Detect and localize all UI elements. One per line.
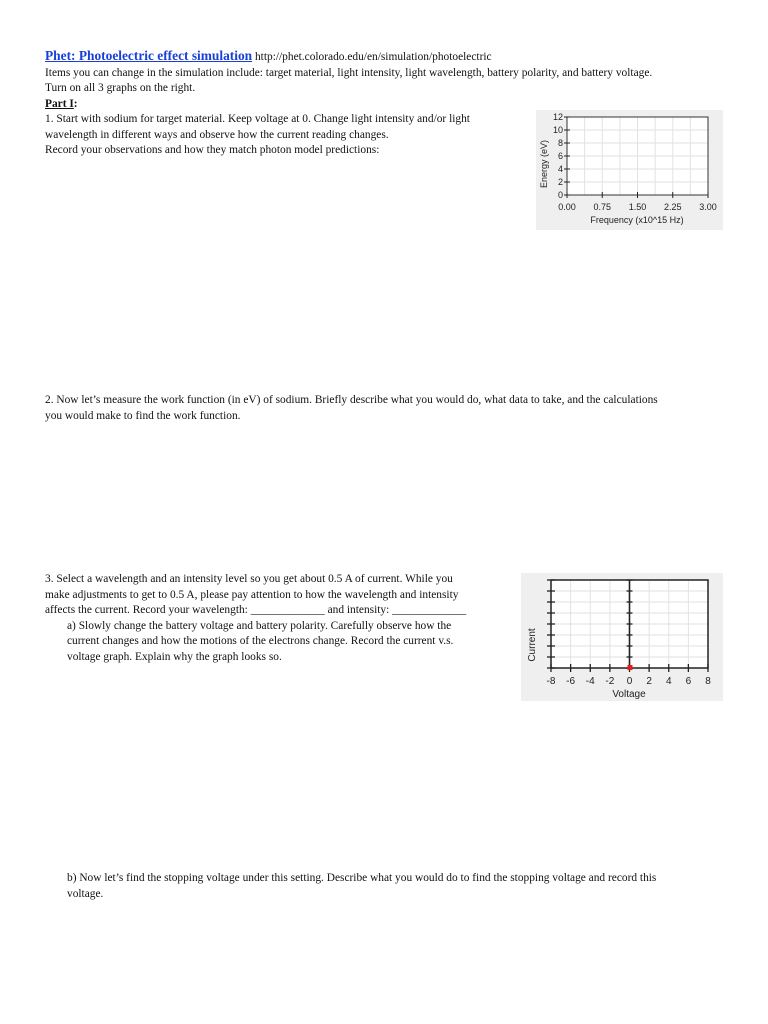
part1-heading-colon: : — [73, 97, 78, 110]
q1-line-2: wavelength in different ways and observe how the current reading changes. — [45, 128, 389, 141]
x-tick-label: 4 — [665, 676, 672, 687]
q3b-line-1: b) Now let’s find the stopping voltage under this setting. Describe what you would do to find the stopping voltage and record this — [67, 872, 657, 884]
question-3 — [45, 572, 466, 665]
q3a-line-3: voltage graph. Explain why the graph looks so. — [67, 650, 282, 663]
y-tick-label: 12 — [552, 112, 563, 122]
y-tick-label: 0 — [557, 190, 563, 200]
y-tick-label: 2 — [557, 177, 563, 187]
x-axis-label: Voltage — [612, 689, 646, 700]
x-tick-label: 3.00 — [699, 202, 717, 212]
y-tick-label: 6 — [557, 151, 563, 161]
y-tick-label: 8 — [557, 138, 563, 148]
x-tick-label: 0.75 — [593, 202, 612, 212]
x-tick-label: 2 — [646, 676, 652, 687]
title-link[interactable]: Phet: Photoelectric effect simulation — [45, 48, 253, 63]
part1-heading: Part I — [45, 97, 74, 110]
x-tick-label: -6 — [566, 676, 576, 687]
q3b-line-2: voltage. — [67, 887, 104, 900]
y-axis-label: Energy (eV) — [539, 139, 549, 189]
current-voltage-svg — [521, 573, 723, 701]
q3-line-2: make adjustments to get to 0.5 A, please pay attention to how the wavelength and intensity — [45, 588, 459, 601]
energy-frequency-graph — [536, 110, 723, 230]
intro-line-2: Turn on all 3 graphs on the right. — [45, 82, 196, 94]
q1-line-1: 1. Start with sodium for target material. Keep voltage at 0. Change light intensity and/or light — [45, 113, 470, 125]
energy-frequency-svg — [536, 110, 723, 230]
x-tick-label: -2 — [605, 676, 615, 687]
q3-line-1: 3. Select a wavelength and an intensity level so you get about 0.5 A of current. While you — [45, 573, 453, 585]
x-tick-label: 6 — [685, 676, 692, 687]
q3a-line-2: current changes and how the motions of the electrons change. Record the current v.s. — [67, 635, 454, 647]
x-tick-label: 0.00 — [558, 202, 576, 212]
question-3b — [67, 871, 656, 902]
y-tick-label: 4 — [557, 164, 563, 174]
intro-line-1: Items you can change in the simulation include: target material, light intensity, light wavelength, battery polarity, and battery voltage. — [45, 66, 653, 79]
x-tick-label: -8 — [546, 676, 556, 687]
x-axis-label: Frequency (x10^15 Hz) — [590, 215, 684, 225]
q2-line-1: 2. Now let’s measure the work function (in eV) of sodium. Briefly describe what you would do, what data to take, and the calculations — [45, 394, 658, 406]
x-tick-label: 8 — [705, 676, 711, 687]
question-2 — [45, 393, 658, 424]
x-tick-label: 2.25 — [663, 202, 682, 212]
y-axis-label: Current — [527, 628, 538, 662]
url-text: http://phet.colorado.edu/en/simulation/photoelectric — [254, 51, 492, 63]
y-tick-label: 10 — [552, 125, 563, 135]
current-voltage-graph — [521, 573, 723, 701]
x-tick-label: 0 — [626, 676, 633, 687]
x-tick-label: 1.50 — [628, 202, 647, 212]
q3-line-3: affects the current. Record your wavelength: _____________ and intensity: _____________ — [45, 604, 467, 616]
q2-line-2: you would make to find the work function. — [45, 409, 241, 422]
q3a-line-1: a) Slowly change the battery voltage and battery polarity. Carefully observe how the — [67, 619, 452, 632]
x-tick-label: -4 — [585, 676, 595, 687]
q1-line-3: Record your observations and how they match photon model predictions: — [45, 144, 380, 156]
current-point-marker — [628, 665, 633, 670]
